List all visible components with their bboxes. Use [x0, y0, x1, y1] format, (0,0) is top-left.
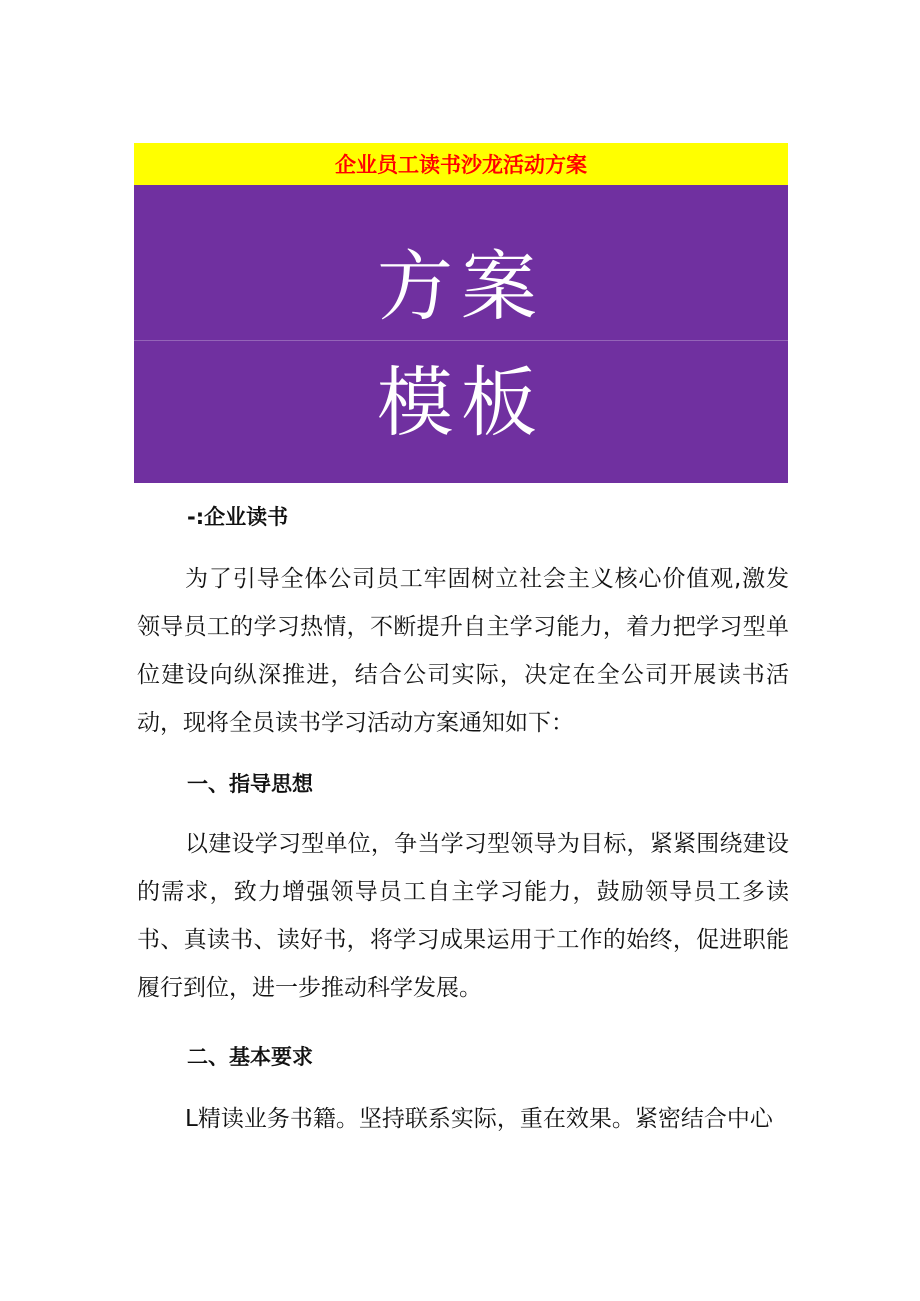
paragraph-intro: 为了引导全体公司员工牢固树立社会主义核心价值观,激发领导员工的学习热情，不断提升自主学习能力，着力把学习型单位建设向纵深推进，结合公司实际，决定在全公司开展读书活动，现将全员读书学习活动方案通知如下： [137, 566, 789, 736]
section-heading-guiding-thought: 一、指导思想 [187, 772, 313, 796]
paragraph-guiding-thought: 以建设学习型单位，争当学习型领导为目标，紧紧围绕建设的需求，致力增强领导员工自主学习能力，鼓励领导员工多读书、真读书、读好书，将学习成果运用于工作的始终，促进职能履行到位，进一步推动科学发展。 [137, 831, 789, 1001]
banner-main [134, 185, 788, 483]
paragraph-basic-requirements: L精读业务书籍。坚持联系实际，重在效果。紧密结合中心 [185, 1106, 773, 1132]
document-title: 企业员工读书沙龙活动方案 [335, 153, 587, 177]
banner-top [134, 143, 788, 185]
section-heading-basic-requirements: 二、基本要求 [187, 1045, 313, 1069]
banner-divider [134, 340, 788, 341]
banner-word-1: 方案 [377, 242, 545, 331]
banner-word-2: 模板 [377, 358, 545, 447]
section-heading-intro: -:企业读书 [187, 505, 289, 529]
